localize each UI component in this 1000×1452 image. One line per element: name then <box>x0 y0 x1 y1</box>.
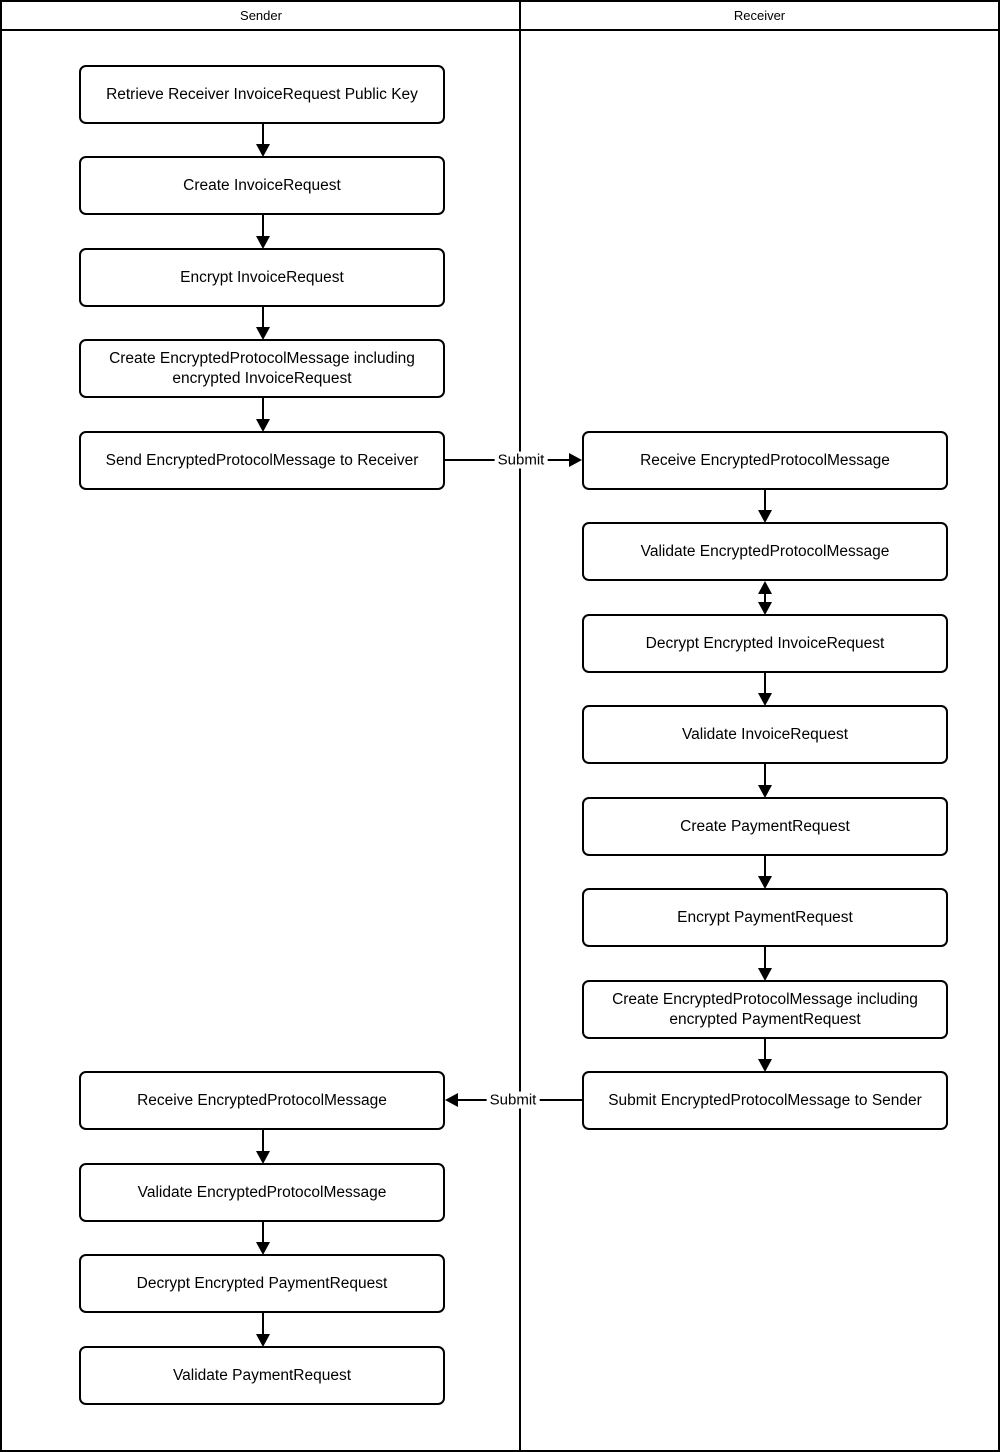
node-create-epm-including-invoicerequest: Create EncryptedProtocolMessage including encrypted InvoiceRequest <box>79 339 445 398</box>
node-retrieve-receiver-invoicerequest-public-key: Retrieve Receiver InvoiceRequest Public Key <box>79 65 445 124</box>
arrow-down-icon <box>764 856 766 876</box>
arrow-down-icon <box>764 947 766 968</box>
arrow-down-icon <box>262 398 264 419</box>
node-validate-invoicerequest: Validate InvoiceRequest <box>582 705 948 764</box>
node-validate-paymentrequest: Validate PaymentRequest <box>79 1346 445 1405</box>
node-encrypt-invoicerequest: Encrypt InvoiceRequest <box>79 248 445 307</box>
arrow-down-icon <box>262 124 264 144</box>
arrow-down-icon <box>262 1130 264 1151</box>
node-receive-epm-receiver: Receive EncryptedProtocolMessage <box>582 431 948 490</box>
node-encrypt-paymentrequest: Encrypt PaymentRequest <box>582 888 948 947</box>
node-create-paymentrequest: Create PaymentRequest <box>582 797 948 856</box>
edge-label-submit-to-sender: Submit <box>487 1092 540 1109</box>
node-decrypt-encrypted-paymentrequest: Decrypt Encrypted PaymentRequest <box>79 1254 445 1313</box>
arrow-down-icon <box>764 764 766 785</box>
node-create-epm-including-paymentrequest: Create EncryptedProtocolMessage including encrypted PaymentRequest <box>582 980 948 1039</box>
node-submit-epm-to-sender: Submit EncryptedProtocolMessage to Sender <box>582 1071 948 1130</box>
arrow-down-icon <box>764 673 766 693</box>
arrow-down-icon <box>262 1313 264 1334</box>
arrow-down-icon <box>262 1222 264 1242</box>
arrow-bidirectional-icon <box>764 594 766 602</box>
arrow-down-icon <box>764 490 766 510</box>
arrow-down-icon <box>262 215 264 236</box>
lane-title-sender: Sender <box>240 8 282 23</box>
node-create-invoicerequest: Create InvoiceRequest <box>79 156 445 215</box>
node-validate-epm-sender: Validate EncryptedProtocolMessage <box>79 1163 445 1222</box>
lane-title-receiver: Receiver <box>733 8 786 23</box>
node-receive-epm-sender: Receive EncryptedProtocolMessage <box>79 1071 445 1130</box>
arrow-down-icon <box>764 1039 766 1059</box>
lane-divider <box>519 2 521 1450</box>
node-decrypt-encrypted-invoicerequest: Decrypt Encrypted InvoiceRequest <box>582 614 948 673</box>
arrow-down-icon <box>262 307 264 327</box>
edge-label-submit-to-receiver: Submit <box>495 452 548 469</box>
lane-header-row <box>2 2 998 31</box>
node-send-epm-to-receiver: Send EncryptedProtocolMessage to Receiver <box>79 431 445 490</box>
node-validate-epm-receiver: Validate EncryptedProtocolMessage <box>582 522 948 581</box>
